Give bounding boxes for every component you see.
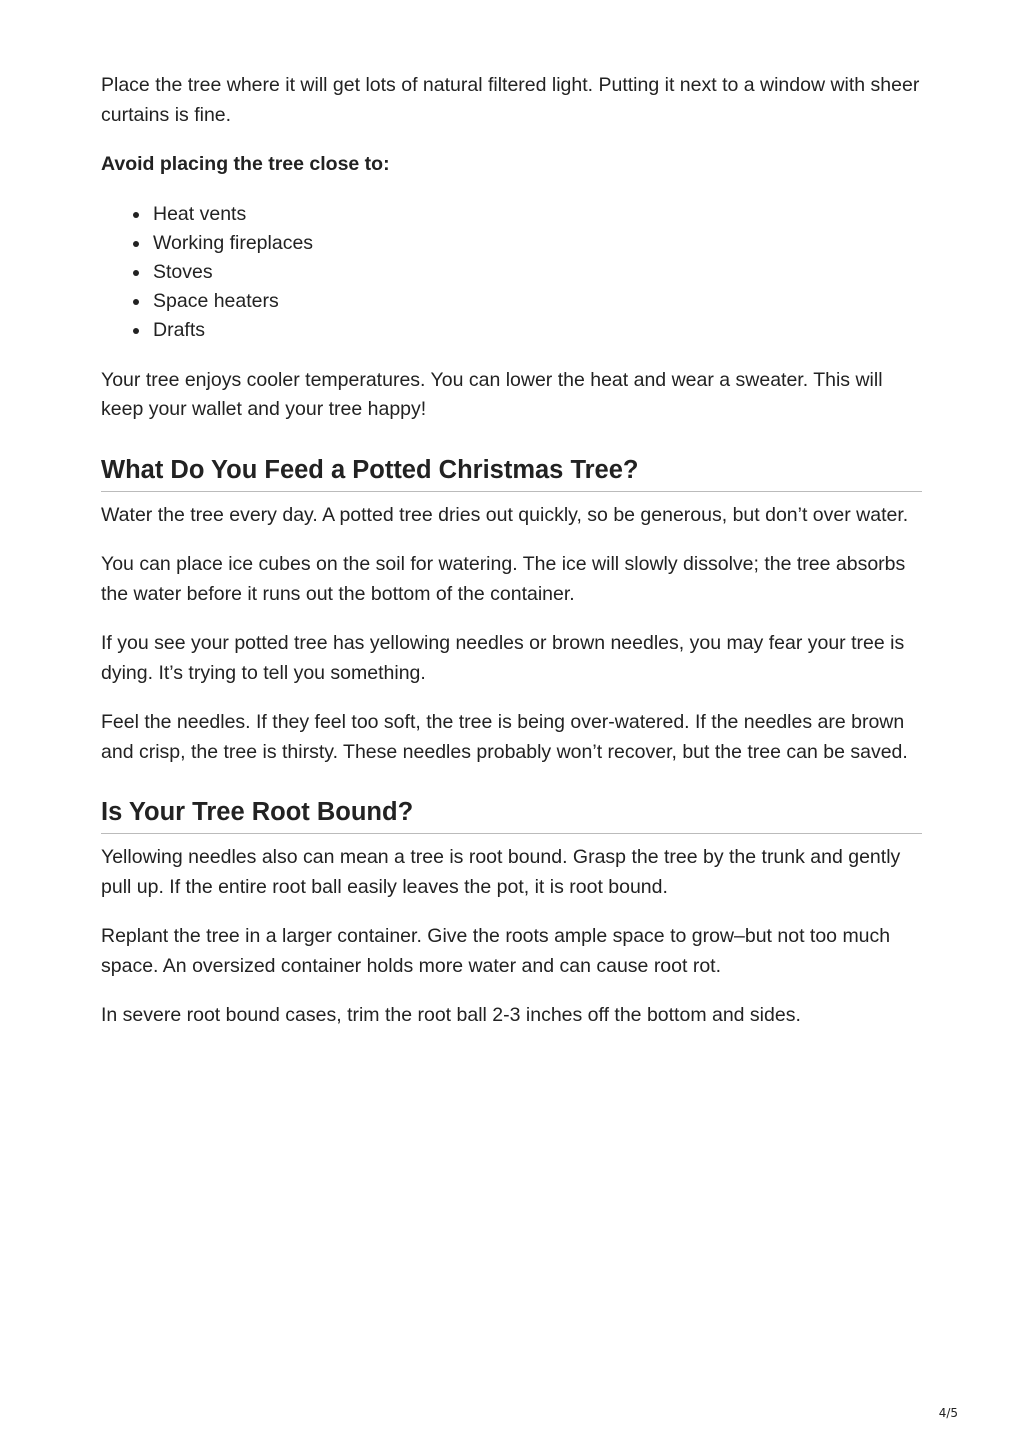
bullet-icon: [133, 241, 139, 247]
paragraph-yellowing-needles: If you see your potted tree has yellowing needles or brown needles, you may fear your tree is dying. It’s trying to tell you something.: [101, 632, 905, 684]
avoid-list: [101, 200, 922, 346]
section-heading-feed: What Do You Feed a Potted Christmas Tree?: [101, 454, 922, 492]
paragraph-light-placement: Place the tree where it will get lots of natural filtered light. Putting it next to a window with sheer curtains is fine.: [101, 74, 920, 126]
paragraph-cool-temperatures: Your tree enjoys cooler temperatures. You can lower the heat and wear a sweater. This will keep your wallet and your tree happy!: [101, 368, 883, 421]
paragraph-trim-root-ball: In severe root bound cases, trim the root ball 2-3 inches off the bottom and sides.: [101, 1004, 801, 1027]
bullet-icon: [133, 328, 139, 334]
bullet-icon: [133, 212, 139, 218]
section-heading-root-bound: Is Your Tree Root Bound?: [101, 796, 922, 834]
paragraph-ice-cubes: You can place ice cubes on the soil for watering. The ice will slowly dissolve; the tree absorbs the water before it runs out the bottom of the container.: [101, 553, 906, 605]
paragraph-water-daily: Water the tree every day. A potted tree dries out quickly, so be generous, but don’t over water.: [101, 503, 909, 526]
list-item: Drafts: [101, 316, 922, 345]
bullet-icon: [133, 299, 139, 305]
article-body: [101, 71, 922, 1051]
list-item: Working fireplaces: [101, 229, 922, 258]
avoid-heading: Avoid placing the tree close to:: [101, 153, 390, 175]
paragraph-feel-needles: Feel the needles. If they feel too soft, the tree is being over-watered. If the needles are brown and crisp, the tree is thirsty. These needles probably won’t recover, but the tree can be saved.: [101, 711, 908, 763]
list-item: Stoves: [101, 258, 922, 287]
page-number: 4/5: [938, 1406, 958, 1420]
list-item: Space heaters: [101, 287, 922, 316]
paragraph-replant: Replant the tree in a larger container. Give the roots ample space to grow–but not too much space. An oversized container holds more water and can cause root rot.: [101, 925, 891, 977]
list-item: Heat vents: [101, 200, 922, 229]
bullet-icon: [133, 270, 139, 276]
paragraph-root-bound-check: Yellowing needles also can mean a tree is root bound. Grasp the tree by the trunk and gently pull up. If the entire root ball easily leaves the pot, it is root bound.: [101, 846, 901, 898]
